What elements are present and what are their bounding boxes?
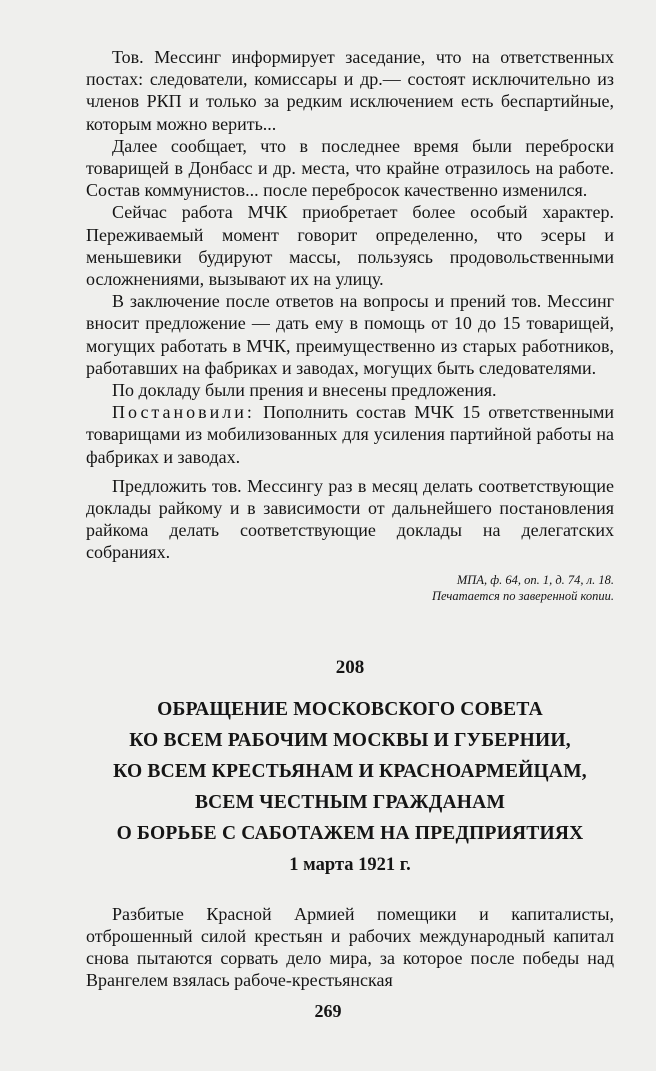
title-line: КО ВСЕМ КРЕСТЬЯНАМ И КРАСНОАРМЕЙЦАМ, <box>113 760 587 782</box>
resolution-text: Пополнить состав МЧК 15 ответственными товарищами из мобилизованных для усиления партийной работы на фабриках и заводах. <box>86 402 614 467</box>
document-number: 208 <box>335 656 365 678</box>
paragraph-transfers: Далее сообщает, что в последнее время были переброски товарищей в Донбасс и др. места, что крайне отразилось на работе. Состав коммунистов... после перебросок качественно изменился. <box>86 135 614 201</box>
resolution-label: Постановили: <box>112 402 255 423</box>
paragraph-conclusion: В заключение после ответов на вопросы и прений тов. Мессинг вносит предложение — дать ему в помощь от 10 до 15 товарищей, могущих работать в МЧК, преимущественно из старых работников, работавших на фабриках и заводах, могущих быть следователями. <box>86 291 614 378</box>
document-title <box>86 694 614 849</box>
paragraph-resolution <box>86 401 614 468</box>
paragraph-messing-report: Тов. Мессинг информирует заседание, что на ответственных постах: следователи, комиссары и др.— состоят исключительно из членов РКП и только за редким исключением есть беспартийные, которым можно верить... <box>86 47 614 134</box>
title-line: ВСЕМ ЧЕСТНЫМ ГРАЖДАНАМ <box>194 791 506 813</box>
paragraph-mchk-work: Сейчас работа МЧК приобретает более особый характер. Переживаемый момент говорит определенно, что эсеры и меньшевики будируют массы, пользуясь продовольственными осложнениями, вызывают их на улицу. <box>86 202 614 290</box>
paragraph-appeal-body: Разбитые Красной Армией помещики и капиталисты, отброшенный силой крестьян и рабочих международный капитал снова пытаются сорвать дело мира, за которое после победы над Врангелем взялась рабоче-крестьянская <box>86 903 614 991</box>
source-copy-note: Печатается по заверенной копии. <box>432 588 614 603</box>
source-note <box>86 572 614 604</box>
title-line: ОБРАЩЕНИЕ МОСКОВСКОГО СОВЕТА <box>157 698 543 720</box>
paragraph-debate: По докладу были прения и внесены предложения. <box>112 380 497 401</box>
document-date: 1 марта 1921 г. <box>289 854 411 875</box>
title-line: О БОРЬБЕ С САБОТАЖЕМ НА ПРЕДПРИЯТИЯХ <box>116 822 584 844</box>
page-number: 269 <box>314 1001 342 1021</box>
document-page <box>86 46 614 991</box>
paragraph-proposal: Предложить тов. Мессингу раз в месяц делать соответствующие доклады райкому и в зависимости от дальнейшего постановления райкома делать соответствующие доклады на делегатских собраниях. <box>86 475 614 563</box>
title-line: КО ВСЕМ РАБОЧИМ МОСКВЫ И ГУБЕРНИИ, <box>129 729 571 751</box>
source-archive: МПА, ф. 64, оп. 1, д. 74, л. 18. <box>456 572 614 587</box>
